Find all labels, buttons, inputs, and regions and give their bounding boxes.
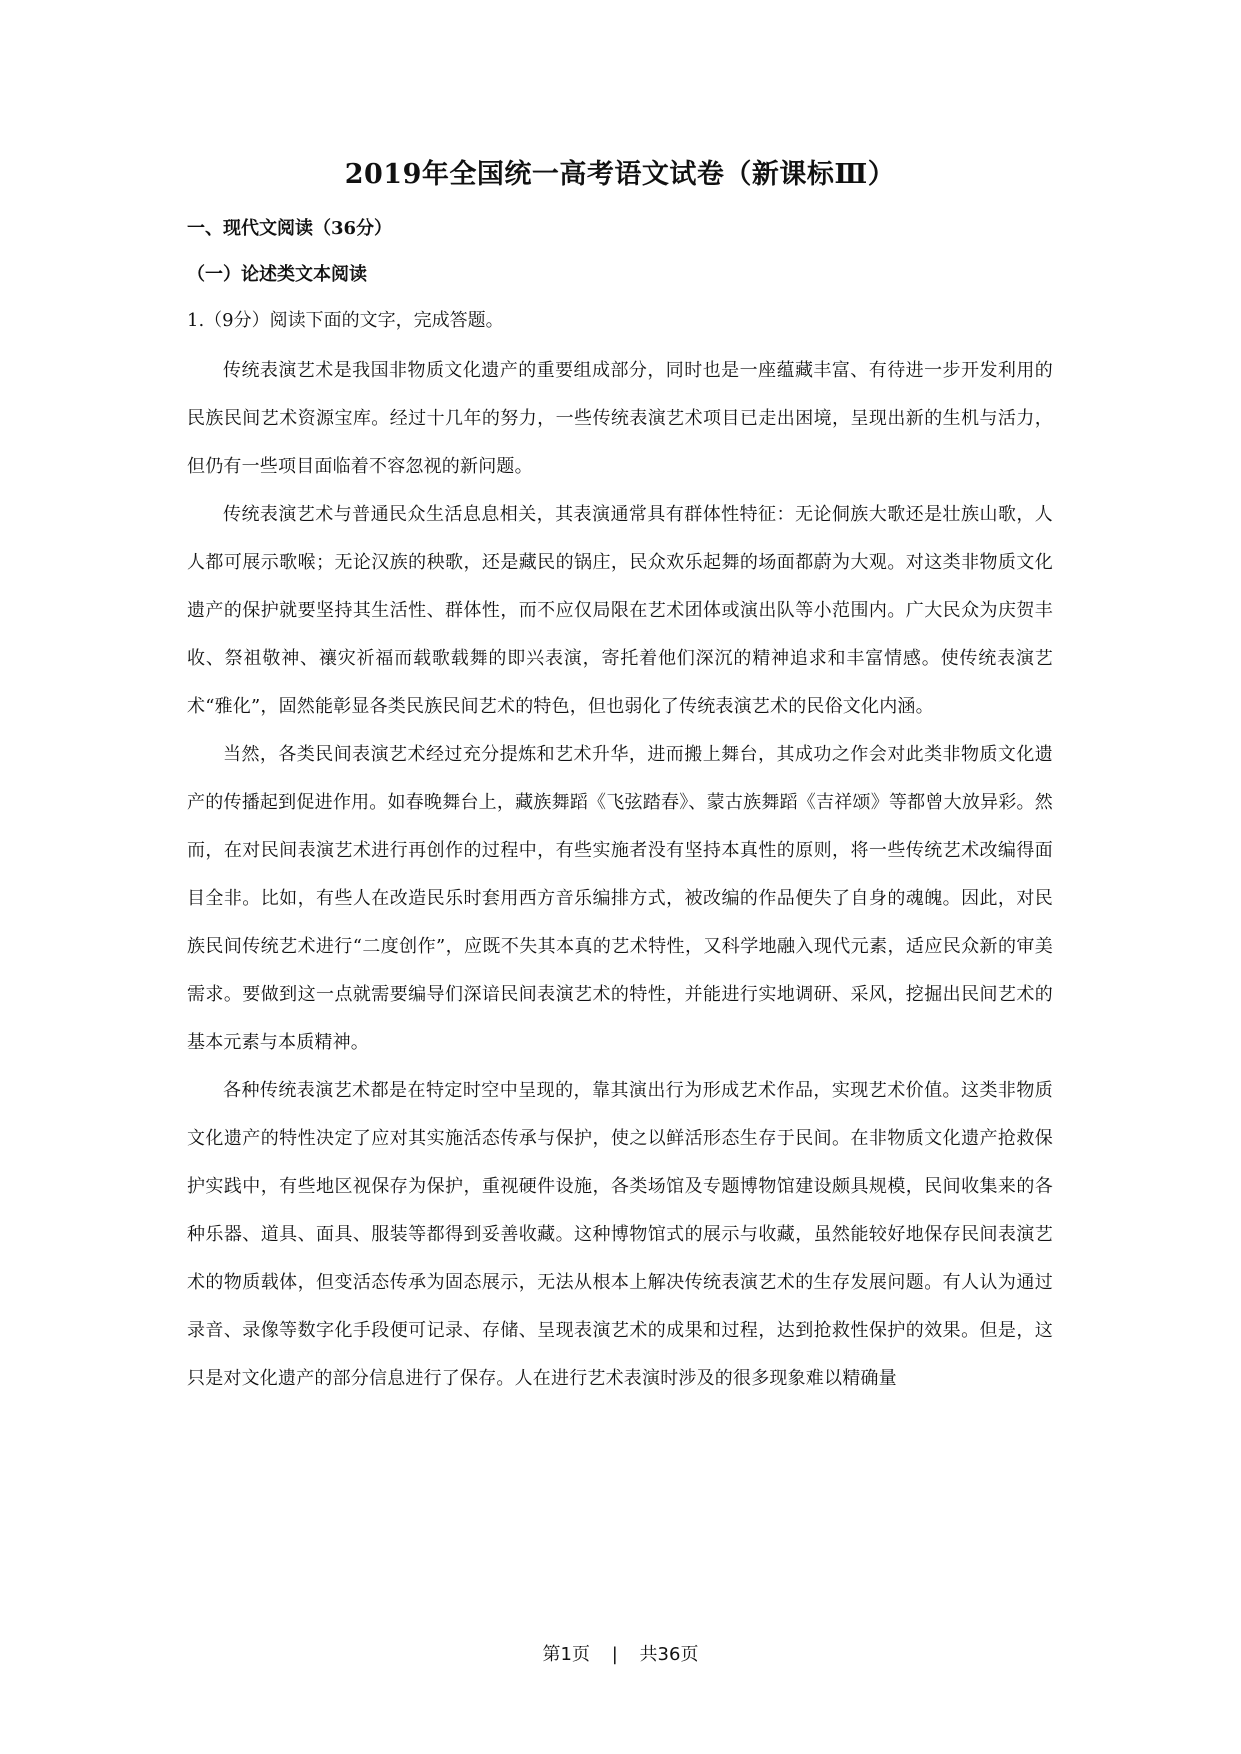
question-1-prompt: 1.（9分）阅读下面的文字，完成答题。 bbox=[187, 310, 504, 331]
page-content bbox=[187, 155, 1053, 1403]
page-footer bbox=[0, 1642, 1241, 1668]
footer-separator: | bbox=[611, 1644, 618, 1665]
paragraph-1: 传统表演艺术是我国非物质文化遗产的重要组成部分，同时也是一座蕴藏丰富、有待进一步开发利用的民族民间艺术资源宝库。经过十几年的努力，一些传统表演艺术项目已走出困境，呈现出新的生机与活力，但仍有一些项目面临着不容忽视的新问题。 bbox=[187, 360, 1053, 477]
paragraph-3: 当然，各类民间表演艺术经过充分提炼和艺术升华，进而搬上舞台，其成功之作会对此类非物质文化遗产的传播起到促进作用。如春晚舞台上，藏族舞蹈《飞弦踏春》、蒙古族舞蹈《吉祥颂》等都曾大放异彩。然而，在对民间表演艺术进行再创作的过程中，有些实施者没有坚持本真性的原则，将一些传统艺术改编得面目全非。比如，有些人在改造民乐时套用西方音乐编排方式，被改编的作品便失了自身的魂魄。因此，对民族民间传统艺术进行“二度创作”，应既不失其本真的艺术特性，又科学地融入现代元素，适应民众新的审美需求。要做到这一点就需要编导们深谙民间表演艺术的特性，并能进行实地调研、采风，挖掘出民间艺术的基本元素与本质精神。 bbox=[187, 744, 1053, 1053]
document-title: 2019年全国统一高考语文试卷（新课标Ⅲ） bbox=[344, 159, 896, 190]
section-heading: 一、现代文阅读（36分） bbox=[187, 218, 393, 239]
page-number-total: 共36页 bbox=[639, 1644, 699, 1665]
page-number-current: 第1页 bbox=[542, 1644, 590, 1665]
paragraph-2: 传统表演艺术与普通民众生活息息相关，其表演通常具有群体性特征：无论侗族大歌还是壮族山歌，人人都可展示歌喉；无论汉族的秧歌，还是藏民的锅庄，民众欢乐起舞的场面都蔚为大观。对这类非物质文化遗产的保护就要坚持其生活性、群体性，而不应仅局限在艺术团体或演出队等小范围内。广大民众为庆贺丰收、祭祖敬神、禳灾祈福而载歌载舞的即兴表演，寄托着他们深沉的精神追求和丰富情感。使传统表演艺术“雅化”，固然能彰显各类民族民间艺术的特色，但也弱化了传统表演艺术的民俗文化内涵。 bbox=[187, 504, 1053, 717]
sub-heading: （一）论述类文本阅读 bbox=[187, 264, 367, 285]
paragraph-4: 各种传统表演艺术都是在特定时空中呈现的，靠其演出行为形成艺术作品，实现艺术价值。这类非物质文化遗产的特性决定了应对其实施活态传承与保护，使之以鲜活形态生存于民间。在非物质文化遗产抢救保护实践中，有些地区视保存为保护，重视硬件设施，各类场馆及专题博物馆建设颇具规模，民间收集来的各种乐器、道具、面具、服装等都得到妥善收藏。这种博物馆式的展示与收藏，虽然能较好地保存民间表演艺术的物质载体，但变活态传承为固态展示，无法从根本上解决传统表演艺术的生存发展问题。有人认为通过录音、录像等数字化手段便可记录、存储、呈现表演艺术的成果和过程，达到抢救性保护的效果。但是，这只是对文化遗产的部分信息进行了保存。人在进行艺术表演时涉及的很多现象难以精确量 bbox=[187, 1080, 1053, 1389]
